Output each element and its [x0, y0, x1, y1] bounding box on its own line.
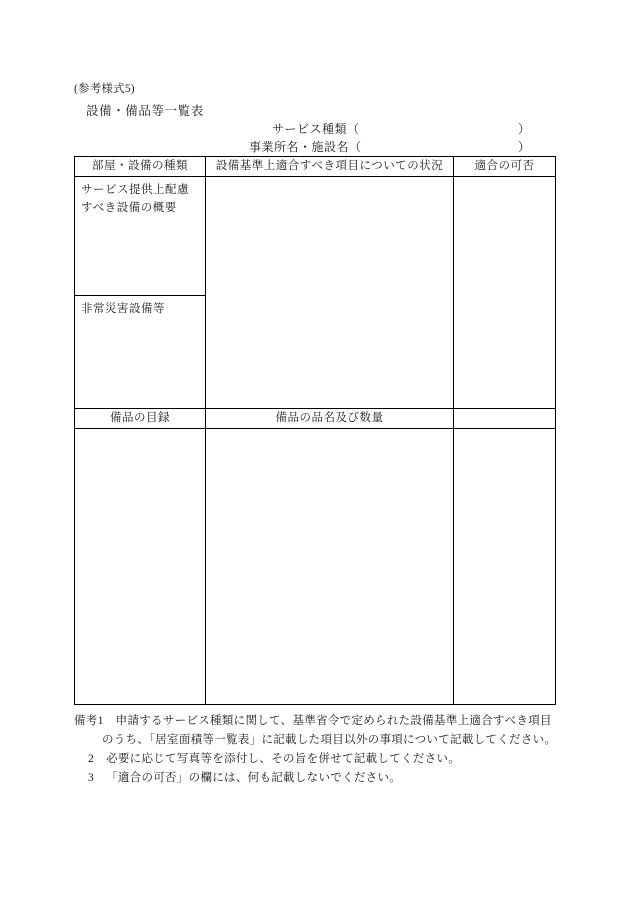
- column-header-status: 設備基準上適合すべき項目についての状況: [206, 157, 454, 177]
- table-row: [75, 177, 556, 296]
- cell-emergency-disaster-equipment: [75, 296, 206, 409]
- form-id-label: (参考様式5): [74, 83, 135, 95]
- note-2: [74, 750, 559, 769]
- field-service-type-label: サービス種類（: [272, 122, 360, 136]
- field-office-name-label: 事業所名・施設名（: [249, 140, 362, 154]
- note-3-number: 3: [88, 772, 95, 784]
- page-title: 設備・備品等一覧表: [86, 104, 204, 118]
- note-2-text: 必要に応じて写真等を添付し、その旨を併せて記載してください。: [106, 753, 461, 765]
- cell-service-equipment-outline-line2: すべき設備の概要: [81, 202, 177, 214]
- note-1-heading: 備考1: [74, 715, 104, 727]
- notes-section: [74, 712, 559, 788]
- cell-conformity-input-1[interactable]: [454, 177, 556, 409]
- table-header-row: [75, 157, 556, 177]
- note-3: [74, 769, 559, 788]
- cell-item-catalog-input[interactable]: [75, 429, 206, 705]
- field-office-name-close-paren: ）: [518, 140, 531, 154]
- note-2-number: 2: [88, 753, 95, 765]
- note-1-line2: のうち、「居室面積等一覧表」に記載した項目以外の事項について記載してください。: [102, 734, 557, 746]
- field-service-type-close-paren: ）: [518, 122, 531, 136]
- column-header-conformity-2: [454, 409, 556, 429]
- column-header-item-names-qty: 備品の品名及び数量: [206, 409, 454, 429]
- field-office-name: [249, 138, 552, 155]
- cell-service-equipment-outline-line1: サービス提供上配慮: [81, 184, 189, 196]
- note-3-text: 「適合の可否」の欄には、何も記載しないでください。: [106, 772, 402, 784]
- cell-conformity-input-2[interactable]: [454, 429, 556, 705]
- cell-emergency-disaster-equipment-label: 非常災害設備等: [81, 303, 165, 315]
- field-service-type: [272, 120, 552, 137]
- column-header-item-catalog: 備品の目録: [75, 409, 206, 429]
- column-header-conformity: 適合の可否: [454, 157, 556, 177]
- cell-item-names-qty-input[interactable]: [206, 429, 454, 705]
- table-row: [75, 429, 556, 705]
- cell-status-input-1[interactable]: [206, 177, 454, 409]
- note-1-line1: 申請するサービス種類に関して、基準省令で定められた設備基準上適合すべき項目: [115, 715, 552, 727]
- column-header-room-type: 部屋・設備の種類: [75, 157, 206, 177]
- cell-service-equipment-outline: [75, 177, 206, 296]
- note-1: [74, 712, 559, 750]
- equipment-table: [74, 156, 556, 705]
- table-header-row: [75, 409, 556, 429]
